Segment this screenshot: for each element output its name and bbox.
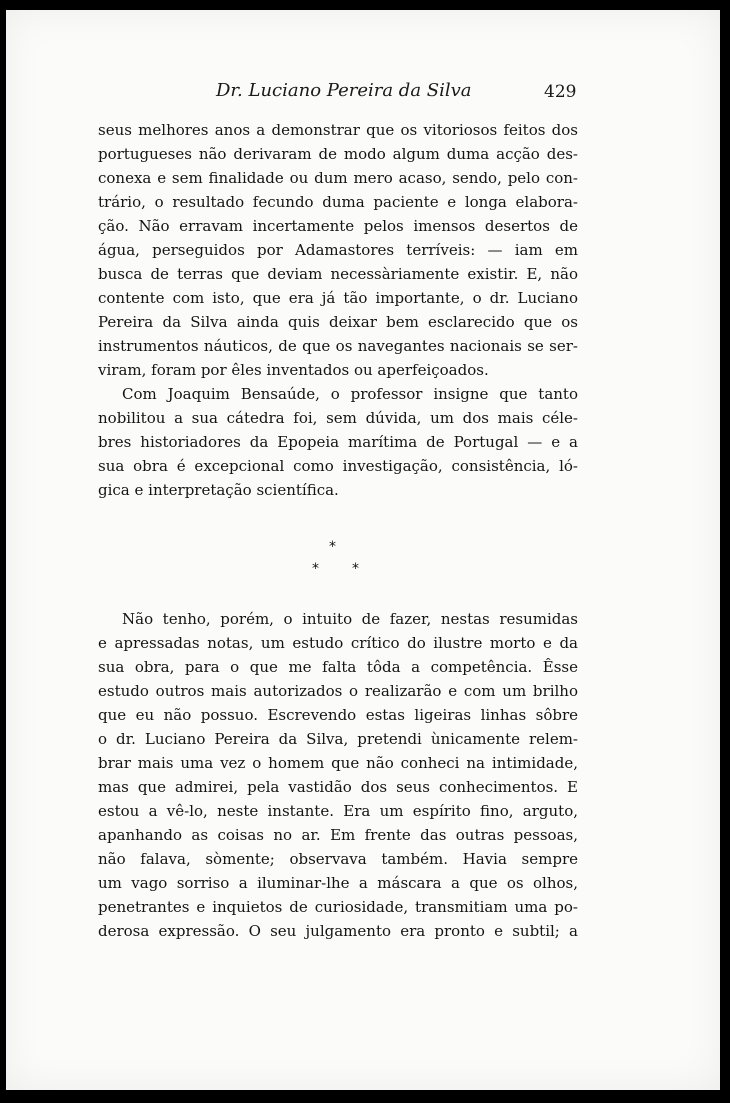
text-line: mas que admirei, pela vastidão dos seus conhecimentos. E	[98, 778, 578, 796]
section-separator	[296, 540, 376, 590]
text-line: sua obra é excepcional como investigação, consistência, ló-	[98, 457, 578, 475]
asterisk-icon: *	[352, 561, 359, 577]
paragraph-2	[98, 382, 578, 502]
paragraph-1	[98, 118, 578, 382]
text-line: trário, o resultado fecundo duma paciente e longa elabora-	[98, 193, 578, 211]
text-line: seus melhores anos a demonstrar que os vitoriosos feitos dos	[98, 121, 578, 139]
text-line: Pereira da Silva ainda quis deixar bem esclarecido que os	[98, 313, 578, 331]
text-line: brar mais uma vez o homem que não conheci na intimidade,	[98, 754, 578, 772]
text-line: penetrantes e inquietos de curiosidade, transmitiam uma po-	[98, 898, 578, 916]
text-line: bres historiadores da Epopeia marítima de Portugal — e a	[98, 433, 578, 451]
text-line: viram, foram por êles inventados ou aperfeiçoados.	[98, 361, 489, 379]
text-line: contente com isto, que era já tão importante, o dr. Luciano	[98, 289, 578, 307]
text-line: conexa e sem finalidade ou dum mero acaso, sendo, pelo con-	[98, 169, 578, 187]
page-number: 429	[544, 82, 577, 102]
asterisk-icon: *	[312, 561, 319, 577]
text-line: ção. Não erravam incertamente pelos imensos desertos de	[98, 217, 578, 235]
text-line: sua obra, para o que me falta tôda a competência. Êsse	[98, 658, 578, 676]
text-line: um vago sorriso a iluminar-lhe a máscara a que os olhos,	[98, 874, 578, 892]
text-line: não falava, sòmente; observava também. Havia sempre	[98, 850, 578, 868]
book-page	[6, 10, 720, 1090]
text-line: portugueses não derivaram de modo algum duma acção des-	[98, 145, 578, 163]
text-line: Com Joaquim Bensaúde, o professor insigne que tanto	[122, 385, 578, 403]
text-line: que eu não possuo. Escrevendo estas ligeiras linhas sôbre	[98, 706, 578, 724]
text-line: e apressadas notas, um estudo crítico do ilustre morto e da	[98, 634, 578, 652]
asterisk-icon: *	[329, 539, 336, 555]
text-line: instrumentos náuticos, de que os navegantes nacionais se ser-	[98, 337, 578, 355]
text-line: derosa expressão. O seu julgamento era pronto e subtil; a	[98, 922, 578, 940]
text-line: nobilitou a sua cátedra foi, sem dúvida, um dos mais céle-	[98, 409, 578, 427]
text-line: apanhando as coisas no ar. Em frente das outras pessoas,	[98, 826, 578, 844]
upper-text	[98, 118, 578, 502]
text-line: Não tenho, porém, o intuito de fazer, nestas resumidas	[122, 610, 578, 628]
text-line: o dr. Luciano Pereira da Silva, pretendi ùnicamente relem-	[98, 730, 578, 748]
text-line: busca de terras que deviam necessàriamente existir. E, não	[98, 265, 578, 283]
text-line: água, perseguidos por Adamastores terríveis: — iam em	[98, 241, 578, 259]
page-header	[6, 80, 720, 110]
text-line: estou a vê-lo, neste instante. Era um espírito fino, arguto,	[98, 802, 578, 820]
running-head: Dr. Luciano Pereira da Silva	[216, 80, 472, 101]
text-line: estudo outros mais autorizados o realizarão e com um brilho	[98, 682, 578, 700]
lower-text	[98, 607, 578, 943]
text-line: gica e interpretação scientífica.	[98, 481, 339, 499]
paragraph-3	[98, 607, 578, 943]
